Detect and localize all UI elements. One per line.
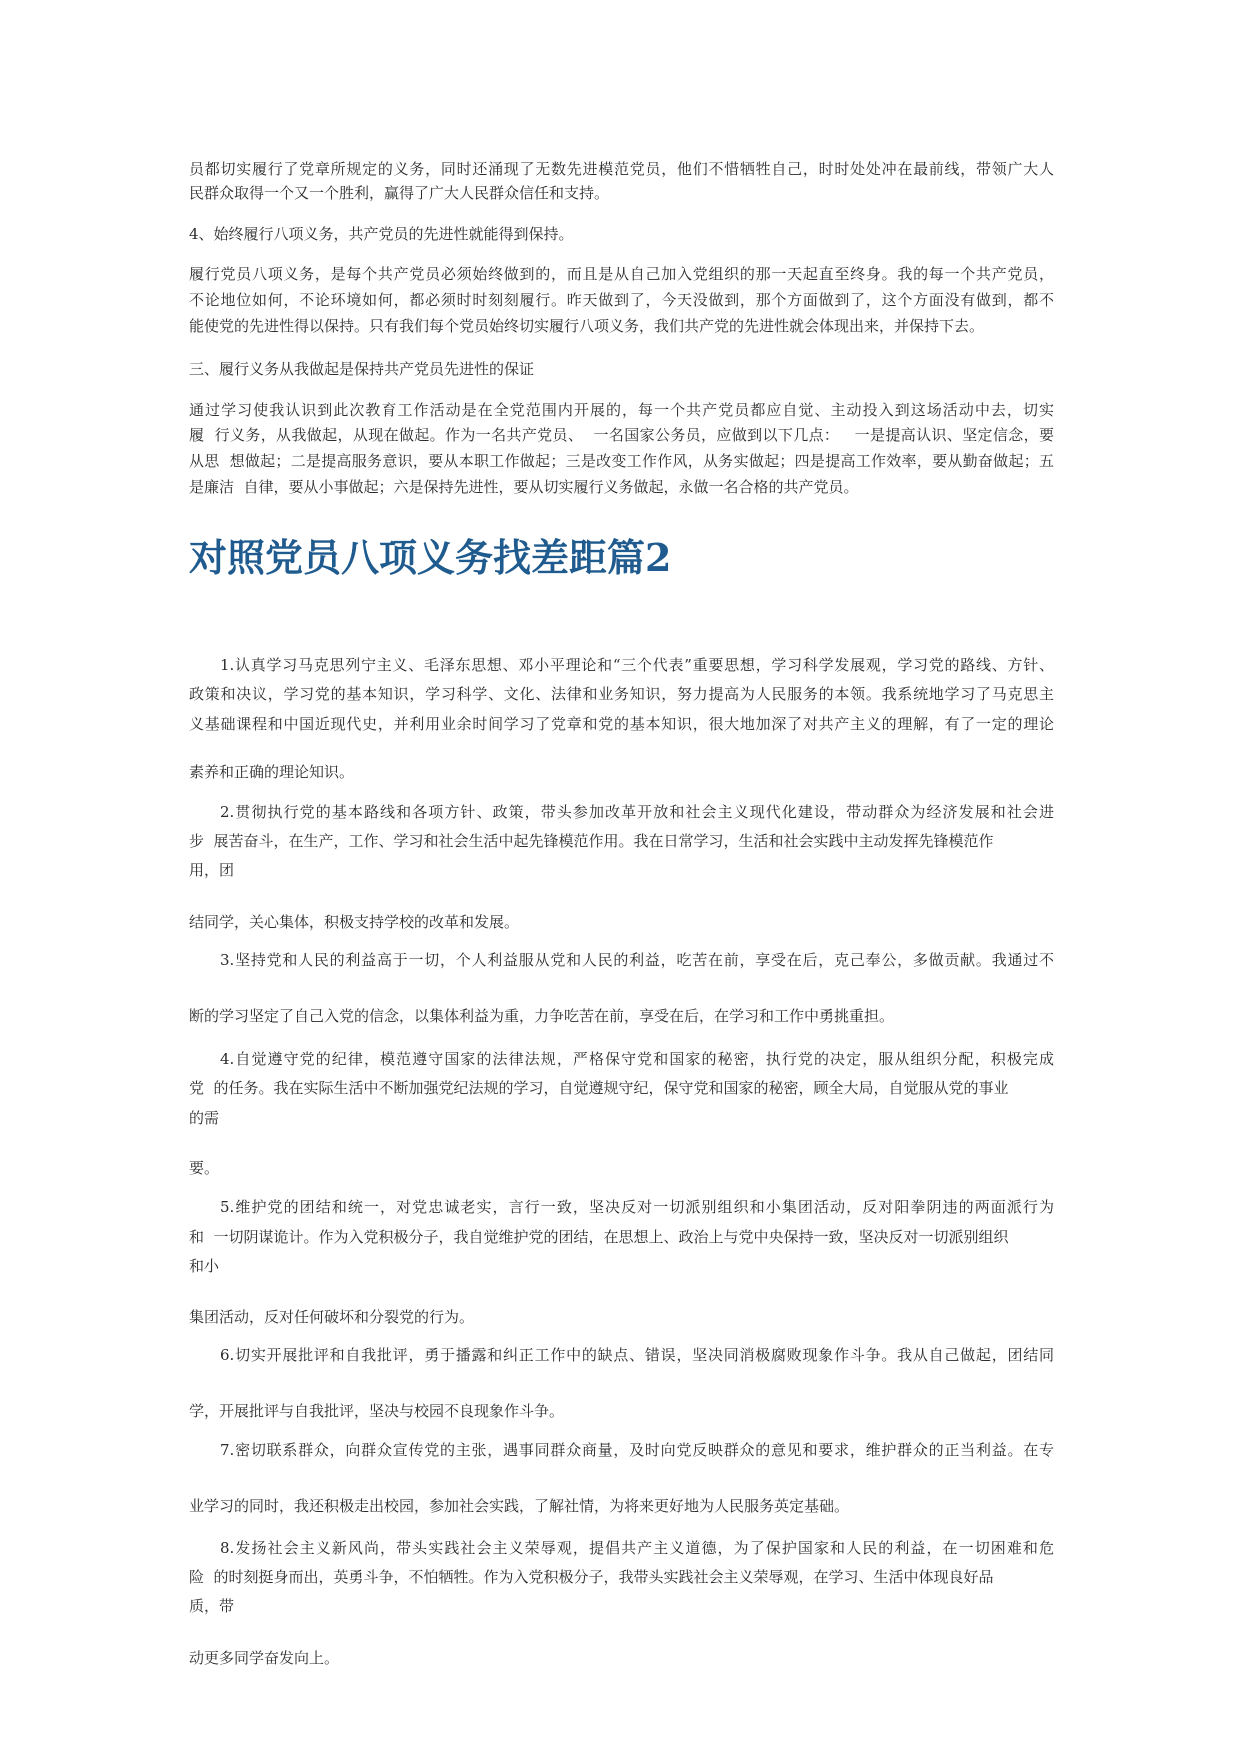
text-line: 义基础课程和中国近现代史，并利用业余时间学习了党章和党的基本知识，很大地加深了对共产主义的理解，有了一定的理论 <box>189 715 1054 733</box>
text-line: 和小 <box>189 1257 220 1275</box>
document-title: 对照党员八项义务找差距篇2 <box>189 535 672 580</box>
text-line: 履行党员八项义务，是每个共产党员必须始终做到的，而且是从自己加入党组织的那一天起直至终身。我的每一个共产党员， <box>189 265 1054 283</box>
text-line: 素养和正确的理论知识。 <box>189 763 355 781</box>
text-line: 政策和决议，学习党的基本知识，学习科学、文化、法律和业务知识，努力提高为人民服务的本领。我系统地学习了马克思主 <box>189 685 1054 703</box>
point-4-heading: 4、始终履行八项义务，共产党员的先进性就能得到保持。 <box>189 225 574 243</box>
text-line: 能使党的先进性得以保持。只有我们每个党员始终切实履行八项义务，我们共产党的先进性就会体现出来，并保持下去。 <box>189 317 985 335</box>
section-3-heading: 三、履行义务从我做起是保持共产党员先进性的保证 <box>189 360 535 378</box>
text-line: 3.坚持党和人民的利益高于一切，个人利益服从党和人民的利益，吃苦在前，享受在后，克己奉公，多做贡献。我通过不 <box>220 951 1054 969</box>
text-line: 履 行义务，从我做起，从现在做起。作为一名共产党员、 一名国家公务员，应做到以下几点： 一是提高认识、坚定信念，要 <box>189 426 1054 444</box>
text-line: 集团活动，反对任何破坏和分裂党的行为。 <box>189 1308 475 1326</box>
text-line: 7.密切联系群众，向群众宣传党的主张，遇事同群众商量，及时向党反映群众的意见和要求，维护群众的正当利益。在专 <box>220 1441 1054 1459</box>
text-line: 民群众取得一个又一个胜利，赢得了广大人民群众信任和支持。 <box>189 184 610 202</box>
text-line: 业学习的同时，我还积极走出校园，参加社会实践，了解社情，为将来更好地为人民服务英定基础。 <box>189 1497 850 1515</box>
text-line: 断的学习坚定了自己入党的信念，以集体利益为重，力争吃苦在前，享受在后，在学习和工作中勇挑重担。 <box>189 1007 895 1025</box>
text-line: 和 一切阴谋诡计。作为入党积极分子，我自觉维护党的团结，在思想上、政治上与党中央保持一致，坚决反对一切派别组织 <box>189 1228 1009 1246</box>
text-line: 6.切实开展批评和自我批评，勇于播露和纠正工作中的缺点、错误，坚决同消极腐败现象作斗争。我从自己做起，团结同 <box>220 1346 1054 1364</box>
text-line: 1.认真学习马克思列宁主义、毛泽东思想、邓小平理论和“三个代表”重要思想，学习科学发展观，学习党的路线、方针、 <box>220 656 1054 674</box>
text-line: 动更多同学奋发向上。 <box>189 1649 340 1667</box>
text-line: 险 的时刻挺身而出，英勇斗争，不怕牺牲。作为入党积极分子，我带头实践社会主义荣辱观，在学习、生活中体现良好品 <box>189 1568 994 1586</box>
text-line: 要。 <box>189 1159 220 1177</box>
text-line: 用，团 <box>189 861 235 879</box>
text-line: 结同学，关心集体，积极支持学校的改革和发展。 <box>189 913 520 931</box>
text-line: 员都切实履行了党章所规定的义务，同时还涌现了无数先进模范党员，他们不惜牺牲自己，时时处处冲在最前线，带领广大人 <box>189 160 1054 178</box>
text-line: 质，带 <box>189 1597 235 1615</box>
text-line: 步 展苦奋斗，在生产，工作、学习和社会生活中起先锋模范作用。我在日常学习，生活和社会实践中主动发挥先锋模范作 <box>189 832 994 850</box>
text-line: 从思 想做起；二是提高服务意识，要从本职工作做起；三是改变工作作风，从务实做起；四是提高工作效率，要从勤奋做起；五 <box>189 452 1054 470</box>
text-line: 8.发扬社会主义新风尚，带头实践社会主义荣辱观，提倡共产主义道德，为了保护国家和人民的利益，在一切困难和危 <box>220 1539 1054 1557</box>
text-line: 学，开展批评与自我批评，坚决与校园不良现象作斗争。 <box>189 1402 565 1420</box>
text-line: 党 的任务。我在实际生活中不断加强党纪法规的学习，自觉遵规守纪，保守党和国家的秘密，顾全大局，自觉服从党的事业 <box>189 1079 1009 1097</box>
text-line: 的需 <box>189 1109 220 1127</box>
text-line: 不论地位如何，不论环境如何，都必须时时刻刻履行。昨天做到了，今天没做到，那个方面做到了，这个方面没有做到，都不 <box>189 291 1054 309</box>
text-line: 2.贯彻执行党的基本路线和各项方针、政策，带头参加改革开放和社会主义现代化建设，带动群众为经济发展和社会进 <box>220 803 1054 821</box>
text-line: 5.维护党的团结和统一，对党忠诚老实，言行一致，坚决反对一切派别组织和小集团活动，反对阳拳阴违的两面派行为 <box>220 1198 1054 1216</box>
text-line: 是廉洁 自律，要从小事做起；六是保持先进性，要从切实履行义务做起，永做一名合格的共产党员。 <box>189 478 859 496</box>
text-line: 4.自觉遵守党的纪律，模范遵守国家的法律法规，严格保守党和国家的秘密，执行党的决定，服从组织分配，积极完成 <box>220 1050 1054 1068</box>
text-line: 通过学习使我认识到此次教育工作活动是在全党范围内开展的，每一个共产党员都应自觉、主动投入到这场活动中去，切实 <box>189 401 1054 419</box>
